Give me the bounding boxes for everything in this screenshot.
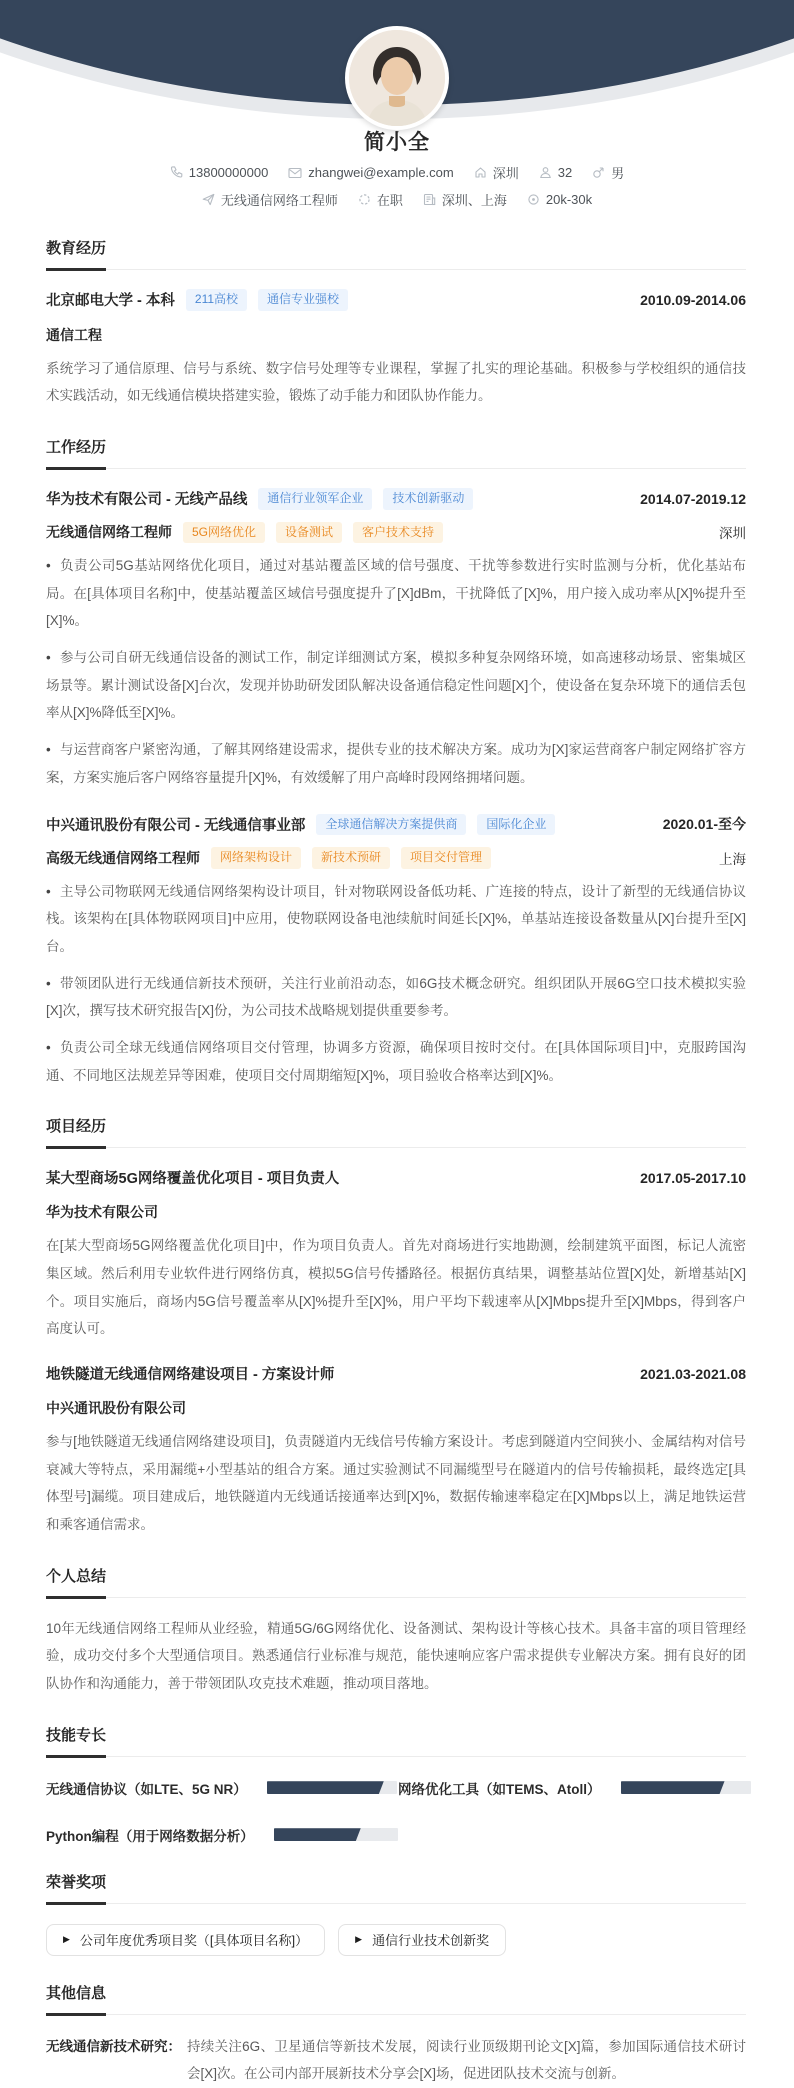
- education-tag: 通信专业强校: [258, 289, 348, 311]
- play-triangle-icon: ▶: [63, 1934, 70, 1945]
- user-icon: [539, 166, 552, 179]
- project-entry: [46, 1167, 746, 1343]
- role-tag: 新技术预研: [312, 847, 390, 869]
- skill-bar-fill: [621, 1781, 725, 1794]
- contact-row-2: [0, 190, 794, 209]
- company-name: 华为技术有限公司 - 无线产品线: [46, 492, 248, 509]
- project-company: 华为技术有限公司: [46, 1204, 158, 1221]
- contact-age: [539, 165, 572, 180]
- contact-intent-cities-value: 深圳、上海: [441, 193, 507, 208]
- project-name: 地铁隧道无线通信网络建设项目 - 方案设计师: [46, 1367, 335, 1384]
- honor-item-button[interactable]: [46, 1924, 325, 1956]
- work-entry: [46, 814, 746, 1090]
- section-projects: [46, 1118, 746, 1538]
- skill-item: [46, 1825, 398, 1845]
- contact-email-value: zhangwei@example.com: [308, 165, 454, 180]
- skill-label: Python编程（用于网络数据分析）: [46, 1828, 254, 1844]
- skill-bar: [274, 1828, 398, 1841]
- contact-job-title-value: 无线通信网络工程师: [220, 193, 338, 208]
- other-info-row: [46, 2033, 746, 2088]
- school-name: 北京邮电大学 - 本科: [46, 293, 175, 310]
- role-tag: 设备测试: [276, 522, 342, 544]
- section-education: [46, 240, 746, 410]
- skill-bar-fill: [274, 1828, 361, 1841]
- role-tag: 网络架构设计: [211, 847, 301, 869]
- skill-bar: [621, 1781, 751, 1794]
- project-period: 2017.05-2017.10: [640, 1169, 746, 1186]
- section-work: [46, 439, 746, 1089]
- contact-intent-cities: [423, 190, 507, 209]
- contact-job-status-value: 在职: [376, 193, 403, 208]
- candidate-name: 简小全: [364, 131, 430, 154]
- work-location: 深圳: [719, 526, 746, 542]
- other-info-label: 无线通信新技术研究：: [46, 2038, 181, 2054]
- other-info-text: 持续关注6G、卫星通信等新技术发展，阅读行业顶级期刊论文[X]篇，参加国际通信技术研讨会[X]次。在公司内部开展新技术分享会[X]场，促进团队技术交流与创新。: [187, 2038, 746, 2082]
- contact-phone-value: 13800000000: [188, 165, 269, 180]
- project-description: 参与[地铁隧道无线通信网络建设项目]，负责隧道内无线信号传输方案设计。考虑到隧道内空间狭小、金属结构对信号衰减大等特点，采用漏缆+小型基站的组合方案。通过实验测试不同漏缆型号在隧道内的信号传输损耗，最终选定[具体型号]漏缆。项目建成后，地铁隧道内无线通话接通率达到[X]%，数据传输速率稳定在[X]Mbps以上，满足地铁运营和乘客通信需求。: [46, 1434, 746, 1533]
- building-icon: [423, 193, 436, 206]
- job-role: 高级无线通信网络工程师: [46, 849, 200, 866]
- education-entry: [46, 289, 746, 311]
- contact-city-value: 深圳: [492, 166, 519, 181]
- work-period: 2020.01-至今: [662, 816, 746, 833]
- salary-icon: [527, 193, 540, 206]
- project-period: 2021.03-2021.08: [640, 1365, 746, 1382]
- phone-icon: [170, 166, 183, 179]
- project-name: 某大型商场5G网络覆盖优化项目 - 项目负责人: [46, 1171, 340, 1188]
- section-skills: [46, 1727, 746, 1845]
- contact-salary: [527, 192, 592, 207]
- contact-age-value: 32: [557, 165, 573, 180]
- education-period: 2010.09-2014.06: [640, 291, 746, 308]
- contact-email: [288, 165, 453, 180]
- gender-icon: [592, 166, 605, 179]
- work-bullet: • 主导公司物联网无线通信网络架构设计项目，针对物联网设备低功耗、广连接的特点，设计了新型的无线通信协议栈。该架构在[具体物联网项目]中应用，使物联网设备电池续航时间延长[X]%，单基站连接设备数量从[X]台提升至[X]台。: [46, 883, 746, 955]
- status-icon: [358, 193, 371, 206]
- skill-label: 网络优化工具（如TEMS、Atoll）: [398, 1781, 601, 1797]
- section-title-other: 其他信息: [46, 1985, 106, 2016]
- company-tag: 国际化企业: [477, 814, 555, 836]
- contact-job-title: [202, 190, 338, 209]
- company-tag: 全球通信解决方案提供商: [316, 814, 466, 836]
- mail-icon: [288, 167, 302, 179]
- contact-city: [474, 163, 519, 182]
- home-icon: [474, 166, 487, 179]
- company-tag: 通信行业领军企业: [258, 488, 372, 510]
- project-entry: [46, 1363, 746, 1539]
- resume-body: [0, 240, 794, 2088]
- avatar: [345, 26, 449, 130]
- send-icon: [202, 193, 215, 206]
- skill-item: [46, 1778, 398, 1798]
- section-honors: [46, 1874, 746, 1956]
- skill-item: [398, 1778, 751, 1798]
- education-tag: 211高校: [186, 289, 247, 311]
- section-title-summary: 个人总结: [46, 1568, 106, 1599]
- company-tag: 技术创新驱动: [383, 488, 473, 510]
- honor-label: 公司年度优秀项目奖（[具体项目名称]）: [79, 1933, 309, 1949]
- contact-row-1: [0, 163, 794, 182]
- contact-salary-value: 20k-30k: [545, 192, 593, 207]
- work-period: 2014.07-2019.12: [640, 490, 746, 507]
- skill-label: 无线通信协议（如LTE、5G NR）: [46, 1781, 247, 1797]
- section-title-work: 工作经历: [46, 439, 106, 470]
- role-tag: 项目交付管理: [401, 847, 491, 869]
- summary-text: 10年无线通信网络工程师从业经验，精通5G/6G网络优化、设备测试、架构设计等核心技术。具备丰富的项目管理经验，成功交付多个大型通信项目。熟悉通信行业标准与规范，能快速响应客户需求提供专业解决方案。拥有良好的团队协作和沟通能力，善于带领团队攻克技术难题，推动项目落地。: [46, 1620, 746, 1692]
- education-description: 系统学习了通信原理、信号与系统、数字信号处理等专业课程，掌握了扎实的理论基础。积极参与学校组织的通信技术实践活动，如无线通信模块搭建实验，锻炼了动手能力和团队协作能力。: [46, 360, 746, 404]
- work-location: 上海: [719, 851, 746, 867]
- skill-bar: [267, 1781, 397, 1794]
- company-name: 中兴通讯股份有限公司 - 无线通信事业部: [46, 817, 306, 834]
- section-other: [46, 1985, 746, 2088]
- role-tag: 客户技术支持: [353, 522, 443, 544]
- role-tag: 5G网络优化: [183, 522, 265, 544]
- work-entry: [46, 488, 746, 792]
- work-bullet: • 负责公司全球无线通信网络项目交付管理，协调多方资源，确保项目按时交付。在[具体国际项目]中，克服跨国沟通、不同地区法规差异等困难，使项目交付周期缩短[X]%，项目验收合格率达到[X]%。: [46, 1040, 746, 1083]
- section-title-education: 教育经历: [46, 240, 106, 271]
- section-title-honors: 荣誉奖项: [46, 1874, 106, 1905]
- resume-header: [0, 0, 794, 218]
- job-role: 无线通信网络工程师: [46, 524, 172, 541]
- contact-gender: [592, 163, 624, 182]
- work-bullet: • 带领团队进行无线通信新技术预研，关注行业前沿动态，如6G技术概念研究。组织团队开展6G空口技术模拟实验[X]次，撰写技术研究报告[X]份，为公司技术战略规划提供重要参考。: [46, 975, 746, 1019]
- contact-gender-value: 男: [611, 166, 625, 181]
- work-bullet: • 参与公司自研无线通信设备的测试工作，制定详细测试方案，模拟多种复杂网络环境，如高速移动场景、密集城区场景等。累计测试设备[X]台次，发现并协助研发团队解决设备通信稳定性问题[X]个，使设备在复杂环境下的通信丢包率从[X]%降低至[X]%。: [46, 650, 746, 721]
- work-bullet: • 与运营商客户紧密沟通，了解其网络建设需求，提供专业的技术解决方案。成功为[X]家运营商客户制定网络扩容方案，方案实施后客户网络容量提升[X]%，有效缓解了用户高峰时段网络拥堵问题。: [46, 742, 746, 785]
- play-triangle-icon: ▶: [355, 1934, 363, 1945]
- honor-item-button[interactable]: [338, 1924, 506, 1956]
- work-bullet: • 负责公司5G基站网络优化项目，通过对基站覆盖区域的信号强度、干扰等参数进行实时监测与分析，优化基站布局。在[具体项目名称]中，使基站覆盖区域信号强度提升了[X]dBm，干扰降低了[X]%，用户接入成功率从[X]%提升至[X]%。: [46, 558, 746, 629]
- contact-job-status: [358, 190, 403, 209]
- contact-phone: [170, 165, 269, 180]
- section-title-projects: 项目经历: [46, 1118, 106, 1149]
- project-description: 在[某大型商场5G网络覆盖优化项目]中，作为项目负责人。首先对商场进行实地勘测，绘制建筑平面图，标记人流密集区域。然后利用专业软件进行网络仿真，模拟5G信号传播路径。根据仿真结果，调整基站位置[X]处，新增基站[X]个。项目实施后，商场内5G信号覆盖率从[X]%提升至[X]%，用户平均下载速率从[X]Mbps提升至[X]Mbps，得到客户高度认可。: [46, 1238, 746, 1337]
- skill-bar-fill: [267, 1781, 384, 1794]
- project-company: 中兴通讯股份有限公司: [46, 1400, 186, 1417]
- education-major: 通信工程: [46, 326, 102, 343]
- honor-label: 通信行业技术创新奖: [372, 1933, 490, 1949]
- avatar-photo-placeholder: [349, 30, 445, 126]
- section-title-skills: 技能专长: [46, 1727, 106, 1758]
- section-summary: [46, 1568, 746, 1698]
